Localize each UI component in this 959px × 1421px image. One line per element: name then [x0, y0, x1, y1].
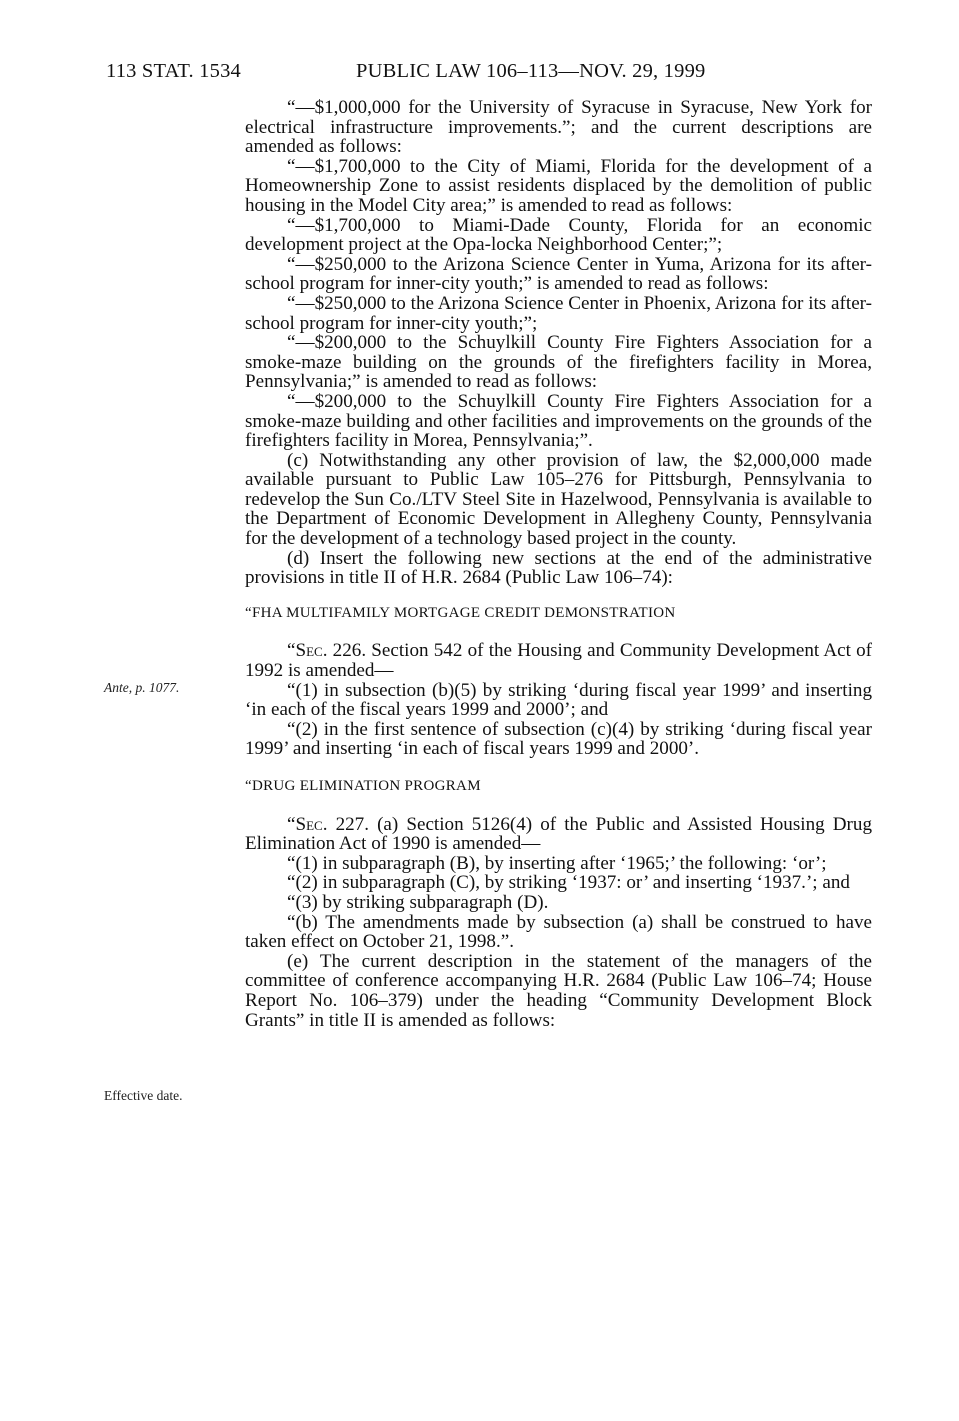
section-227-text: 227. (a) Section 5126(4) of the Public and Assisted Housing Drug Elimination Act of 1990 is amended— [245, 813, 872, 855]
section-226-item-1: “(1) in subsection (b)(5) by striking ‘during fiscal year 1999’ and inserting ‘in each of the fiscal years 1999 and 2000’; and [245, 679, 872, 721]
margin-note-effective-date [104, 1088, 182, 1104]
paragraph-schuylkill-new: “—$200,000 to the Schuylkill County Fire Fighters Association for a smoke-maze building and other facilities and improvements on the grounds of the firefighters facility in Morea, Pennsylvania;”. [245, 390, 872, 452]
section-227-lead: “Sec. [287, 813, 328, 835]
paragraph-c-pittsburgh: (c) Notwithstanding any other provision of law, the $2,000,000 made available pursuant to Public Law 105–276 for Pittsburgh, Pennsylvania to redevelop the Sun Co./LTV Steel Site in Hazelwood, Pennsylvania is available to the Department of Economic Development in Allegheny County, Pennsylvania for the development of a technology based project in the county. [245, 449, 872, 550]
paragraph-arizona-old: “—$250,000 to the Arizona Science Center in Yuma, Arizona for its after-school program for inner-city youth;” is amended to read as follows: [245, 253, 872, 295]
public-law-citation: PUBLIC LAW 106–113—NOV. 29, 1999 [356, 60, 706, 82]
section-226-item-2: “(2) in the first sentence of subsection (c)(4) by striking ‘during fiscal year 1999’ and inserting ‘in each of fiscal years 1999 and 2000’. [245, 718, 872, 760]
paragraph-arizona-new: “—$250,000 to the Arizona Science Center in Phoenix, Arizona for its after-school program for inner-city youth;”; [245, 292, 872, 334]
paragraph-d-insert: (d) Insert the following new sections at the end of the administrative provisions in title II of H.R. 2684 (Public Law 106–74): [245, 547, 872, 589]
running-header [106, 60, 866, 90]
section-227-item-2: “(2) in subparagraph (C), by striking ‘1937: or’ and inserting ‘1937.’; and [287, 872, 850, 894]
section-227-item-1: “(1) in subparagraph (B), by inserting after ‘1965;’ the following: ‘or’; [287, 852, 827, 874]
section-227 [245, 815, 872, 854]
stat-citation: 113 STAT. 1534 [106, 60, 241, 82]
margin-note-ante-text: Ante, p. 1077. [104, 680, 180, 695]
section-227-item-3: “(3) by striking subparagraph (D). [287, 891, 549, 913]
paragraph-schuylkill-old: “—$200,000 to the Schuylkill County Fire Fighters Association for a smoke-maze building on the grounds of the firefighters facility in Morea, Pennsylvania;” is amended to read as follows: [245, 332, 872, 393]
body-text [245, 98, 872, 1030]
margin-note-effective-text: Effective date. [104, 1088, 183, 1103]
margin-note-ante [104, 680, 179, 696]
section-heading-fha: “FHA MULTIFAMILY MORTGAGE CREDIT DEMONSTRATION [245, 604, 676, 621]
paragraph-miami-old: “—$1,700,000 to the City of Miami, Florida for the development of a Homeownership Zone to assist residents displaced by the demolition of public housing in the Model City area;” is amended to read as follows: [245, 155, 872, 216]
section-227-b: “(b) The amendments made by subsection (a) shall be construed to have taken effect on October 21, 1998.”. [245, 911, 872, 953]
section-226-lead: “Sec. [287, 640, 328, 662]
paragraph-miami-new: “—$1,700,000 to Miami-Dade County, Florida for an economic development project at the Opa-locka Neighborhood Center;”; [245, 214, 872, 256]
section-heading-drug: “DRUG ELIMINATION PROGRAM [245, 778, 481, 794]
paragraph-syracuse: “—$1,000,000 for the University of Syracuse in Syracuse, New York for electrical infrastructure improvements.”; and the current descriptions are amended as follows: [245, 97, 872, 158]
paragraph-e-description: (e) The current description in the statement of the managers of the committee of conference accompanying H.R. 2684 (Public Law 106–74; House Report No. 106–379) under the heading “Community Development Block Grants” in title II is amended as follows: [245, 950, 872, 1031]
section-226 [245, 641, 872, 680]
section-226-text: 226. Section 542 of the Housing and Community Development Act of 1992 is amended— [245, 640, 872, 682]
